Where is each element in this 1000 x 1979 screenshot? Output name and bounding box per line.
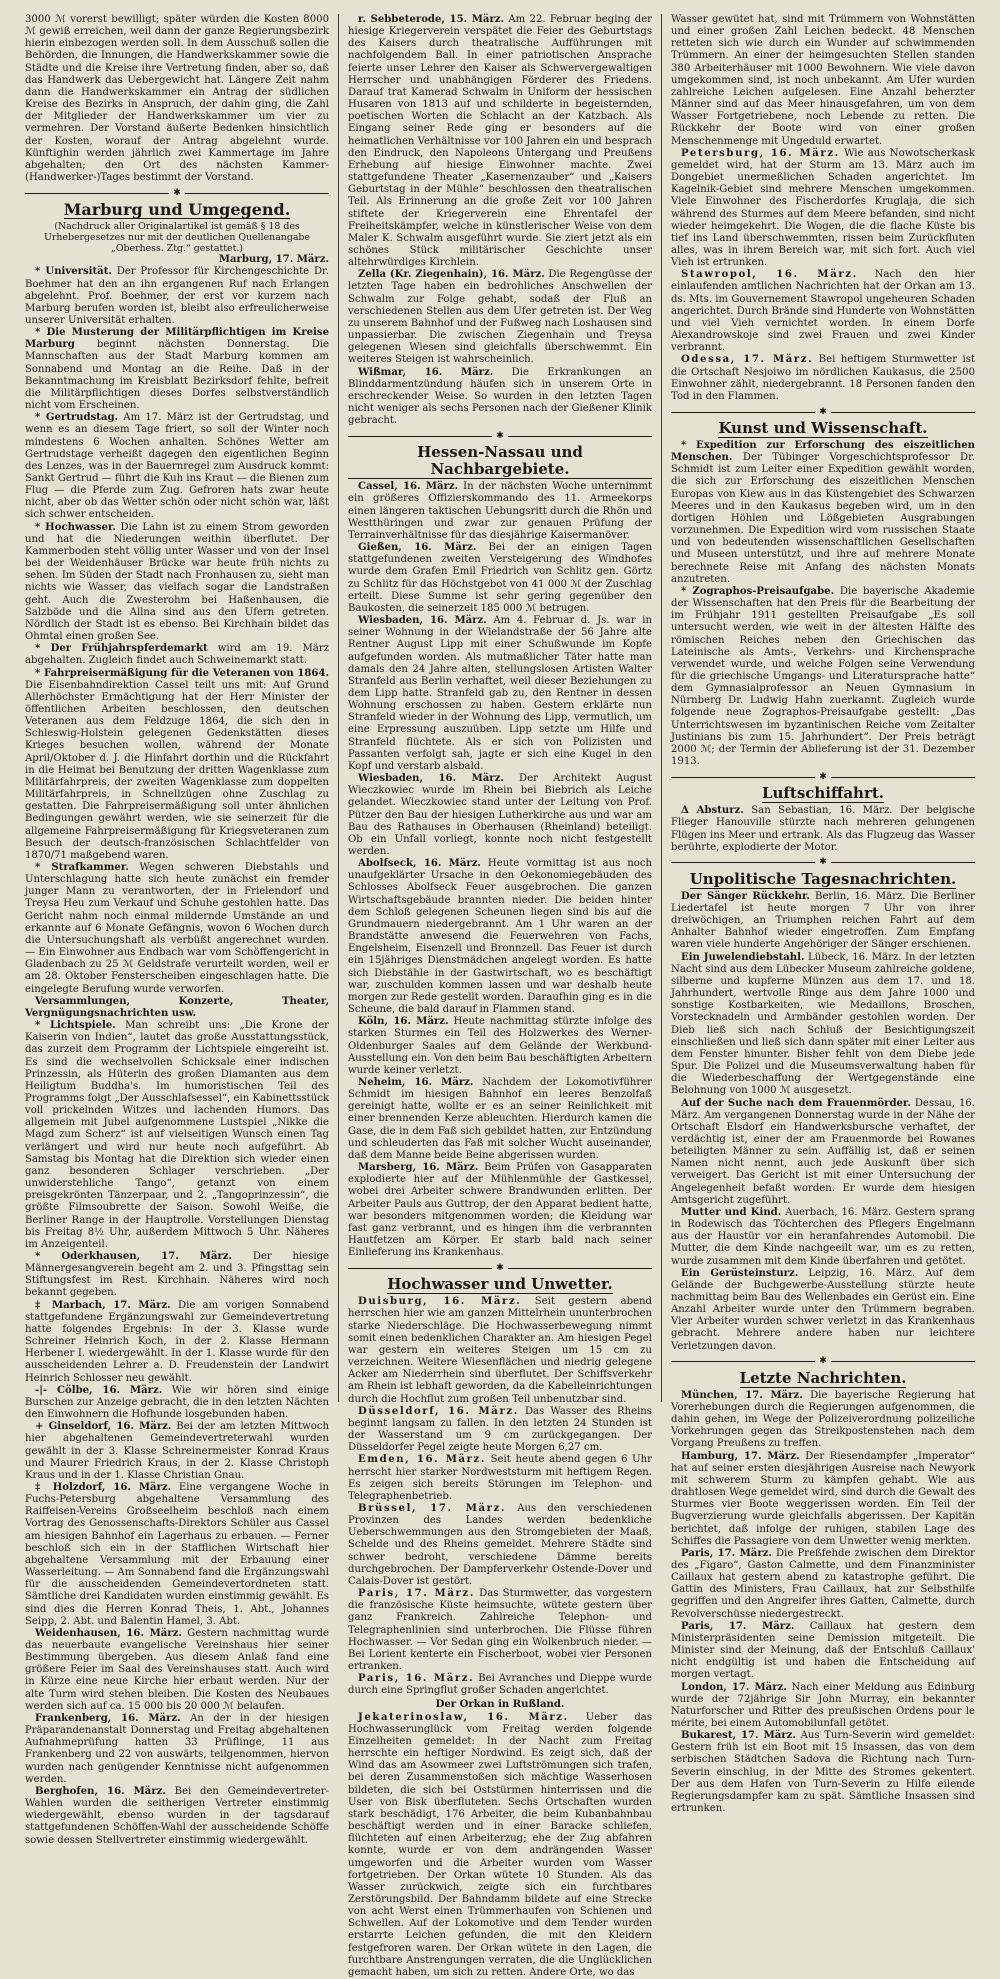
section-heading-letzte: Letzte Nachrichten.	[739, 1368, 907, 1387]
article-text: Man schreibt uns: „Die Krone der Kaiserin von Indien“, lautet das große Ausstattungsstück, das zurzeit dem Programm der Lichtspiele eingereiht ist. Es sind die wechselvollen Schicksale einer indischen Prinzessin, als Hüterin des großen Diamanten aus dem Heiligtum Buddha's. Im humoristischen Teil des Programms folgt „Der Ausschlafsessel“, ein Kabinettsstück voll prickelnden Witzes und lachenden Humors. Das allgemein mit Jubel aufgenommene Lustspiel „Nikke die Magd zum Scherz“ ist auf vielseitigen Wunsch einen Tag verlängert und wird nur heute noch aufgeführt. Ab Samstag bis Montag hat die Direktion sich wieder einen ganz besonderen Schlager verschrieben. „Der unwiderstehliche Tango“, getanzt von einem preisgekrönten Tänzerpaar, und 2. „Tangoprinzessin“, die größte Filmsoubrette der Saison. Sowohl Weiße, die Berliner Range in der Hauptrolle. Vorstellungen Dienstag bis Freitag 8½ Uhr, außerdem Mittwoch 5 Uhr. Näheres im Anzeigenteil.	[25, 1020, 329, 1250]
article-paragraph	[671, 440, 975, 586]
article-lead: Ein Gerüsteinsturz.	[681, 1267, 799, 1279]
article-lead: * Die Musterung der Militärpflichtigen im Kreise Marburg	[25, 327, 329, 351]
article-text: Wie aus Nowotscherkask gemeldet wird, hat der Sturm am 13. März auch im Dongebiet unermeßlichen Schaden angerichtet. Im Kagelnik-Gebiet sind mehrere Menschen umgekommen. Viele Einwohner des Fischerdorfes Kruglaja, die sich während des Sturmes auf dem Meere befanden, sind nicht wieder heimgekehrt. Die Wogen, die die flache Küste bis tief ins Land überschwemmten, rissen beim Zurückfluten alles, was in ihrem Bereich war, mit sich fort. Auch viel Vieh ist ertrunken.	[671, 147, 976, 269]
article-lead: Bukarest, 17. März.	[681, 1730, 796, 1742]
article-text: Am 4. Februar d. Js. war in seiner Wohnung in der Wielandstraße der 56 Jahre alte Rentner August Lipp mit einer Schußwunde im Kopfe aufgefunden worden. Als mutmaßlicher Täter hatte man damals den 24 Jahre alten, stellungslosen Artisten Walter Stranfeld aus Berlin verhaftet, weil dieser Beziehungen zu dem Lipp hatte. Stranfeld gab zu, den Rentner in dessen Wohnung erschossen zu haben. Gestern erklärte nun Stranfeld wieder in der Wohnung des Lipp, vermutlich, um eine Erpressung auszuüben. Lipp setzte um Hilfe und Stranfeld flüchtete. Als er sich von Polizisten und Passanten verfolgt sah, jagte er sich eine Kugel in den Kopf und verstarb alsbald.	[348, 615, 652, 772]
article-text: Die bayerische Regierung hat Vorerhebungen durch die Regierungen aufgenommen, die dahin gehen, im Wege der Polizeiverordnung polizeiliche Vorkehrungen gegen das Streikpostenstehen nach dem Vorgang Preußens zu treffen.	[671, 1389, 975, 1450]
article-paragraph	[348, 1162, 652, 1259]
article-text: Leipzig, 16. März. Auf dem Gelände der Buchgewerbe-Ausstellung stürzte heute nachmittag beim Bau des Wellenbades ein Gerüst ein. Eine Anzahl Arbeiter wurde unter den Trümmern begraben. Vier Arbeiter wurden schwer verletzt in das Krankenhaus gebracht. Mehrere andere haben nur leichtere Verletzungen davon.	[671, 1267, 975, 1352]
col2-flood-article-list	[348, 1296, 652, 1697]
article-paragraph	[25, 996, 329, 1020]
article-paragraph	[25, 643, 329, 667]
article-paragraph	[348, 1016, 652, 1077]
article-text: Bei Avranches und Dieppe wurde durch eine Springflut großer Schaden angerichtet.	[348, 1673, 652, 1697]
article-paragraph	[348, 1406, 652, 1455]
dateline: Marburg, 17. März.	[218, 254, 329, 266]
article-lead: + Ginseldorf, 16. März.	[35, 1421, 172, 1433]
article-paragraph	[25, 522, 329, 644]
col1-article-list	[25, 266, 329, 1846]
article-paragraph	[671, 1390, 975, 1451]
article-text: Das Sturmwetter, das vorgestern die französische Küste heimsuchte, wütete gestern über ganz Frankreich. Zahlreiche Telephon- und Telegraphenlinien sind unterbrochen. Die Flüsse führen Hochwasser. — Vor Sedan ging ein Wolkenbruch nieder. — Bei Lorient kenterte ein Fischerboot, wobei vier Personen ertranken.	[348, 1588, 652, 1672]
article-orkan: Jekaterinoslaw, 16. März. Ueber das Hochwasserunglück vom Freitag werden folgende Einzelheiten gemeldet: In der Nacht zum Freitag herrschte ein heftiger Nordwind. Es zeigt sich, daß der Wind das am Asowmeer zwei Luftströmungen sich trafen, bei deren Zusammenstoßen sich mächtige Wasserhosen bildeten, die sich bei Oststürmen hinterrissen und die User von Bisk überfluteten. Sechs Ortschaften wurden stark beschädigt, 176 Arbeiter, die beim Kubanbahnbau beschäftigt werden und in einer Baracke schliefen, flüchteten auf einen Arbeiterzug; ehe der Zug abfahren konnte, wurde er von dem andrängenden Wasser umgeworfen und die Arbeiter wurden vom Wasser fortgetrieben. Der Orkan wütete 10 Stunden. Als das Wasser zurückwich, zeigte sich ein furchtbares Zerstörungsbild. Der Bahndamm bildete auf eine Strecke von acht Werst einen Trümmerhaufen von Schienen und Schwellen. Auf der Lokomotive und dem Tender wurden erstarrte Leichen gefunden, die mit den Kleidern festgefroren waren. Der Orkan wütete in den Lagen, die furchtbare Anstrengungen verraten, die die Unglücklichen gemacht haben, um sich zu retten. Andere Orte, wo das	[348, 1711, 653, 1978]
article-text: Gestern nachmittag wurde das neuerbaute evangelische Vereinshaus hier seiner Bestimmung übergeben. Aus diesem Anlaß fand eine größere Feier im Saal des Vereinshauses statt. Auch wird in Kürze eine neue Kirche hier erbaut werden. Nur der alte Turm wird stehen bleiben. Die Kosten des Neubaues werden sich auf ca. 15 000 bis 20 000 ℳ belaufen.	[25, 1627, 329, 1712]
article-paragraph	[671, 1098, 975, 1207]
reprint-notice: (Nachdruck aller Originalartikel ist gemäß § 18 des Urhebergesetzes nur mit der deutlichen Quellenangabe „Oberhess. Ztg.“ gestattet.)	[44, 221, 310, 255]
article-paragraph	[25, 1385, 329, 1421]
article-lead: Neheim, 16. März.	[358, 1076, 474, 1088]
article-lead: Zella (Kr. Ziegenhain), 16. März.	[358, 269, 545, 281]
article-paragraph	[671, 586, 975, 768]
article-lead: Paris, 17. März.	[681, 1547, 772, 1559]
article-text: Die Preßfehde zwischen dem Direktor des „Figaro“, Gaston Calmette, und dem Finanzminister Caillaux hat gestern abend zu katastrophe geführt. Die Gattin des Ministers, Frau Caillaux, hat zur Selbsthilfe gegriffen und den Angreifer ihres Gatten, Calmette, durch Revolverschüsse niedergestreckt.	[671, 1547, 975, 1620]
article-lead: Wißmar, 16. März.	[358, 366, 494, 378]
article-lead: Der Sänger Rückkehr.	[681, 890, 810, 902]
article-text: Die bayerische Akademie der Wissenschaften hat den Preis für die Bearbeitung der im Frühjahr 1911 gestellten Preisaufgabe „Es soll untersucht werden, wie weit in der ältesten Hälfte des römischen Reiches neben den Griechischen das Lateinische als Amts-, Verkehrs- und Kirchensprache verwendet wurde, und welche Folgen seine Verwendung für die griechische Umgangs- und Literatursprache hatte“ dem Gymnasialprofessor an Neuen Gymnasium in Nürnberg Dr. Ludwig Hahn zuerkannt. Zugleich wurde folgende neue Zographos-Preisaufgabe gestellt: „Das Unterrichtswesen im byzantinischen Reiche vom Zeitalter Justinians bis zum 15. Jahrhundert“. Der Preis beträgt 2000 ℳ; der Termin der Ablieferung ist der 31. Dezember 1913.	[671, 585, 975, 768]
article-paragraph	[671, 354, 975, 403]
section-heading-unpolitisch: Unpolitische Tagesnachrichten.	[689, 869, 957, 888]
article-lead: * Oderkhausen, 17. März.	[35, 1251, 233, 1262]
article-text: Heute nachmittag stürzte infolge des starken Sturmes ein Teil des Holzwerkes des Werner-Oldenburger Saales auf dem Gelände der Werkbund-Ausstellung ein. Von den beim Bau beschäftigten Arbeitern wurde keiner verletzt.	[348, 1016, 652, 1076]
article-lead: München, 17. März.	[681, 1389, 803, 1401]
article-lead: -|- Cölbe, 16. März.	[35, 1384, 163, 1396]
article-paragraph	[348, 1296, 652, 1405]
article-text: Die Lahn ist zu einem Strom geworden und hat die Niederungen weithin überflutet. Der Kammerboden steht völlig unter Wasser und von der Insel bei der Weidenhäuser Brücke war heute früh nichts zu sehen. Im Süden der Stadt nach Fronhausen zu, sieht man nichts wie Wasser, das vielfach sogar die Landstraßen geht. Auch die Zwesterohm bei Haßenhausen, die Salzböde und die Allna sind aus den Ufern getreten. Nördlich der Stadt ist es ebenso. Bei Kirchhain bildet das Ohmtal einen großen See.	[25, 521, 330, 643]
article-lead: * Universität.	[35, 266, 112, 278]
article-text: wird am 19. März abgehalten. Zugleich findet auch Schweinemarkt statt.	[25, 643, 329, 667]
article-text: Der Architekt August Wieczkowiec wurde im Rhein bei Biebrich als Leiche gelandet. Wieczkowiec stand unter der Leitung von Prof. Pützer den Bau der hiesigen Lutherkirche aus und war am Bau des Rathauses in Oberhausen (Rheinland) beteiligt. Ob ein Unfall vorliegt, konnte noch nicht festgestellt werden.	[348, 773, 652, 857]
article-text: Aus Turn-Severin wird gemeldet: Gestern früh ist ein Boot mit 15 Insassen, das von dem serbischen Städtchen Sadova die Richtung nach Turn-Severin einschlug, in der Mitte des Stromes gekentert. Der aus dem Hafen von Turn-Severin zu Hilfe eilende Regierungsdampfer kam zu spät. Sämtliche Insassen sind ertrunken.	[671, 1730, 975, 1815]
article-text: beginnt nächsten Donnerstag. Die Mannschaften aus der Stadt Marburg kommen am Sonnabend und Montag an die Reihe. Daß in der Bekanntmachung im Kreisblatt Bezirksdorf fehlte, befreit die Militärpflichtigen dieses Dorfes selbstverständlich nicht vom Erscheinen.	[25, 339, 329, 412]
article-text: Heute vormittag ist aus noch unaufgeklärter Ursache in den Oekonomiegebäuden des Schlosses Abolfseck Feuer ausgebrochen. Die ganzen Wirtschaftsgebäude brannten nieder. Die beiden hinter dem Schloß gelegenen Scheunen liegen sind bis auf die Grundmauern niedergebrannt. Am 1 Uhr waren an der Brandstätte anwesend die Feuerwehren von Fachs, Engelsheim, Eisenzell und Bronnzell. Das Feuer ist durch ein 15jähriges Dienstmädchen angelegt worden. Es hatte sich Diebstähle in der Gastwirtschaft, wo es beschäftigt war, zuschulden kommen lassen und war deshalb heute morgen zur Rede gestellt worden. Daraufhin ging es in die Scheune, die bald darauf in Flammen stand.	[348, 858, 652, 1016]
article-lead: Cassel, 16. März.	[358, 481, 459, 493]
article-paragraph	[671, 148, 975, 270]
col3-top-paragraph: Wasser gewütet hat, sind mit Trümmern von Wohnstätten und einer großen Zahl Leichen bedeckt. 48 Menschen retteten sich wie durch ein Wunder auf schwimmenden Trümmern. An einer der heimgesuchten Stellen standen 380 Arbeiterhäuser mit 1000 Bewohnern. Wie viele davon umgekommen sind, ist noch unbekannt. Am Ufer wurden zahlreiche Leichen aufgelesen. Eine Anzahl beherzter Männer sind auf das Meer hinausgefahren, um von dem Wasser Fortgetriebene, noch Lebende zu retten. Die Rückkehr der Boote wird von einer großen Menschenmenge mit Ungeduld erwartet.	[671, 14, 975, 147]
article-paragraph	[25, 1786, 329, 1847]
article-lead: Paris, 17. März.	[358, 1588, 475, 1600]
article-text: Bei den Gemeindevertreter-Wahlen wurden die seitherigen Vertreter einstimmig wiedergewählt, ebenso wurden in der tagsdarauf stattgefundenen Schöffen-Wahl der ausscheidende Schöffe sowie dessen Stellvertreter einstimmig wiedergewählt.	[25, 1785, 330, 1846]
article-text: Am 22. Februar beging der hiesige Kriegerverein verspätet die Feier des Geburtstags des Kaisers durch theatralische Aufführungen mit nachfolgendem Ball. In einer patriotischen Ansprache feierte unser Lehrer den Kaiser als Schwervergewaltigen Herrscher und unabhängigen Förderer des Friedens. Darauf trat Kamerad Schwalm in Uniform der hessischen Husaren von 1813 auf und schilderte in begeisternden, poetischen Worten die Schlacht an der Katzbach. Als Eingang seiner Rede ging er besonders auf die heimatlichen Verhältnisse vor 100 Jahren ein und besprach den Eindruck, den Napoleons Untergang und Preußens Erhebung auf hiesige Einwohner machte. Zwei stattgefundene Theater „Kasernenzauber“ und „Kaisers Geburtstag in der Mühle“ beschlossen den theatralischen Teil. Als Erinnerung an die große Zeit vor 100 Jahren stiftete der Kriegerverein eine Ehrentafel der Freiheitskämpfer, welche in künstlerischer Weise von dem Maler K. Schwalm ausgeführt wurde. Sie ziert jetzt als ein schönes Stück militärischer Geschichte unser altehrwürdiges Kirchlein.	[348, 14, 652, 269]
column-2	[338, 14, 661, 1978]
col2-article-list	[348, 481, 652, 1259]
article-text: Der Riesendampfer „Imperator“ hat auf seiner ersten diesjährigen Ausreise nach Newyork mit schwerem Sturm zu kämpfen gehabt. Wie aus drahtlosen Wege gemeldet wird, sind durch die Gewalt des Sturmes vier Boote weggerissen worden. Ein Teil der Bugverzierung wurde gleichfalls abgerissen. Der Kapitän berichtet, daß infolge der ruhigen, stabilen Lage des Schiffes die Passagiere von dem Unwetter wenig merkten.	[671, 1450, 975, 1547]
star-divider: ✱	[671, 1357, 975, 1367]
article-text: Bei der am letzten Mittwoch hier abgehaltenen Gemeindevertreterwahl wurden gewählt in der 3. Klasse Schreinermeister Konrad Kraus und Maurer Friedrich Kraus, in der 2. Klasse Christoph Kraus und in der 1. Klasse Christian Gnau.	[25, 1421, 330, 1481]
star-divider: ✱	[25, 188, 329, 198]
article-lead: Paris, 16. März.	[358, 1673, 475, 1685]
article-text: Wie wir hören sind einige Burschen zur Anzeige gebracht, die in den letzten Nächten den Einwohnern die Hofhunde losgebunden haben.	[25, 1384, 329, 1421]
article-paragraph	[25, 1628, 329, 1713]
column-1	[16, 14, 338, 1846]
article-text: Caillaux hat gestern dem Ministerpräsidenten seine Demission mitgeteilt. Die Minister sind der Meinung, daß der Entschluß Caillaux' nicht endgültig ist und haben die Entscheidung auf morgen vertagt.	[671, 1620, 975, 1681]
subheading-orkan: Der Orkan in Rußland.	[435, 1699, 565, 1711]
article-paragraph	[348, 14, 652, 269]
article-paragraph	[348, 542, 652, 615]
article-paragraph	[348, 269, 652, 366]
article-paragraph	[348, 1503, 652, 1588]
column-3	[661, 14, 984, 1815]
article-lead: r. Sebbeterode, 15. März.	[358, 14, 505, 25]
article-paragraph	[348, 481, 652, 542]
article-text: Nachdem der Lokomotivführer Schmidt im hiesigen Bahnhof ein leeres Benzolfaß gereinigt hatte, wollte er es an seiner Reinlichkeit mit einer brennenden Kerze ableuchten. Hierdurch kamen die Gase, die in dem Faß sich gebildet hatten, zur Entzündung und schleuderten das Faß mit solcher Wucht auseinander, daß dem Manne beide Beine abgerissen wurden.	[348, 1076, 652, 1161]
article-lead: ‡ Marbach, 17. März.	[35, 1299, 171, 1311]
article-text: Lübeck, 16. März. In der letzten Nacht sind aus dem Lübecker Museum zahlreiche goldene, silberne und kupferne Münzen aus dem 17. und 18. Jahrhundert, wertvolle Ringe aus dem Jahre 1000 und sonstige Kostbarkeiten, wie Medaillons, Broschen, Vorstecknadeln und Armbänder gestohlen worden. Der Dieb ließ sich nach Schluß der Besichtigungszeit einschließen und ließ sich dann später mit einer Leiter aus dem Fenster hinunter. Bisher fehlt von dem Diebe jede Spur. Die Polizei und die Museumsverwaltung haben für die Wiederbeschaffung der Wertgegenstände eine Belohnung von 1000 ℳ ausgesetzt.	[671, 951, 975, 1097]
article-lead: * Expedition zur Erforschung des eiszeitlichen Menschen.	[671, 440, 975, 464]
article-paragraph	[671, 1207, 975, 1268]
article-luftschiffahrt: Δ Absturz. San Sebastian, 16. März. Der belgische Flieger Hanouville stürzte nach mehreren gelungenen Flügen ins Meer und ertrank. Als das Flugzeug das Wasser berührte, explodierte der Motor.	[671, 805, 976, 853]
article-paragraph	[25, 266, 329, 327]
article-lead: Stawropol, 16. März.	[681, 269, 858, 281]
article-text: Bei der an einigen Tagen stattgefundenen zweiten Versteigerung des Windhofes wurde dem Grafen Emil Friedrich von Schlitz gen. Görtz zu Schlitz für das Höchstgebot von 41 000 ℳ der Zuschlag erteilt. Diese Summe ist sehr gering gegenüber den Baukosten, die seinerzeit 185 000 ℳ betrugen.	[348, 542, 652, 614]
article-lead: Frankenberg, 16. März.	[35, 1712, 181, 1724]
article-text: Auerbach, 16. März. Gestern sprang in Rodewisch das Töchterchen des Pflegers Engelmann aus der Haustür vor ein heranfahrendes Automobil. Die Mutter, die dem Kinde nachgeeilt war, um es zu retten, wurde zusammen mit dem Kinde überfahren und getötet.	[671, 1206, 976, 1267]
article-text: Die am vorigen Sonnabend stattgefundene Ergänzungswahl zur Gemeindevertretung hatte folgendes Ergebnis: In der 3. Klasse wurde Schreiner Heinrich Koch, in der 2. Klasse Hermann Herbener I. wiedergewählt. In der 1. Klasse wurde für den ausscheidenden Lehrer a. D. Freudenstein der Landwirt Heinrich Schlosser neu gewählt.	[25, 1299, 329, 1384]
article-paragraph	[25, 1020, 329, 1251]
article-paragraph	[671, 1268, 975, 1353]
article-lead: Wiesbaden, 16. März.	[358, 773, 504, 785]
article-text: Bei heftigem Sturmwetter ist die Ortschaft Nesjoiwo im nördlichen Kaukasus, die 2500 Einwohner zählt, niedergebrannt. 18 Personen fanden den Tod in den Flammen.	[671, 354, 975, 402]
article-lead: London, 17. März.	[681, 1681, 787, 1693]
article-text: Eine vergangene Woche in Fuchs-Petersburg abgehaltene Versammlung des Raiffeisen-Vereins Großseelheim beschloß nach einem Vortrag des Genossenschafts-Direktors Schüler aus Cassel am hiesigen Bahnhof ein Lagerhaus zu erbauen. — Ferner beschloß sich ein in der Stafflichen Wirtschaft hier abgehaltene Versammlung mit der Erbauung einer Wasserleitung. — Am Sonnabend fand die Ergänzungswahl für die ausscheidenden Gemeindevertordneten statt. Sämtliche drei Kandidaten wurden einstimmig gewählt. Es sind dies die Herren Konrad Theis, 1. Abt., Johannes Seipp, 2. Abt. und Balentin Hamel, 3. Abt.	[25, 1481, 329, 1627]
article-lead: Hamburg, 17. März.	[681, 1450, 800, 1462]
article-lead: * Lichtspiele.	[35, 1020, 116, 1032]
article-lead: * Der Frühjahrspferdemarkt	[35, 643, 208, 655]
article-text: Am 17. März ist der Gertrudstag, und wenn es an diesem Tage friert, so soll der Winter noch mindestens 6 Wochen anhalten. Schönes Wetter am Gertrudstage verheißt dagegen den eigentlichen Beginn des Lenzes, was in der Bauernregel zum Ausdruck kommt: Sankt Gertrud — führt die Kuh ins Kraut — die Bienen zum Flug — die Pferde zum Zug. Gefroren hats zwar heute nicht, aber ob das Wetter schön oder nicht schön war, läßt sich schwer entscheiden.	[25, 412, 329, 521]
article-text: Nach einer Meldung aus Edinburg wurde der 72jährige Sir John Murray, ein bekannter Naturforscher und Ritter des preußischen Ordens pour le mérite, bei einem Automobilunfall getötet.	[671, 1681, 975, 1729]
article-text: An der in der hiesigen Präparandenanstalt Donnerstag und Freitag abgehaltenen Aufnahmeprüfung hatten 33 Prüflinge, 11 aus Frankenberg und 22 von auswärts, teilgenommen, hiervon wurden nach genügender Kenntnisse nicht aufgenommen werden.	[25, 1712, 329, 1785]
section-heading-hessen-nassau: Hessen-Nassau und Nachbargebiete.	[348, 444, 652, 479]
article-lead: Berghofen, 16. März.	[35, 1785, 166, 1797]
article-paragraph	[671, 269, 975, 354]
article-lead: Paris, 17. März.	[681, 1620, 795, 1632]
article-paragraph	[671, 1730, 975, 1815]
article-text: Berlin, 16. März. Die Berliner Liedertafel ist heute morgen 7 Uhr von ihrer dreiwöchigen, an Triumphen reichen Fahrt auf dem Anhalter Bahnhof wieder eingetroffen. Zum Empfang waren viele hunderte Angehöriger der Sänger erschienen.	[671, 890, 976, 951]
article-text: Beim Prüfen von Gasapparaten explodierte hier auf der Mühlenmühle der Gastkessel, wobei drei Arbeiter schwere Brandwunden erlitten. Der Arbeiter Pauls aus Guttrop, der den Apparat bedient hatte, war besonders mitgenommen worden; die Kleidung war fast ganz verbrannt, und es hingen ihm die verbrannten Hautfetzen am Körper. Er starb bald nach seiner Einlieferung ins Krankenhaus.	[348, 1162, 653, 1259]
star-divider: ✱	[671, 772, 975, 782]
article-lead: * Hochwasser.	[35, 521, 116, 533]
article-paragraph	[348, 1588, 652, 1673]
article-lead: Odessa, 17. März.	[681, 354, 814, 366]
star-divider: ✱	[671, 407, 975, 417]
article-paragraph	[25, 1713, 329, 1786]
article-paragraph	[25, 668, 329, 863]
col2-top-article-list	[348, 14, 652, 427]
article-text: Der Tübinger Vorgeschichtsprofessor Dr. Schmidt ist zum Leiter einer Expedition gewählt worden, die sich zur Erforschung des eiszeitlichen Menschen Europas von Kiew aus in das Küstengebiet des Schwarzen Meeres und in den Kaukasus begeben wird, um in den dortigen Höhlen und Lößgebieten Ausgrabungen vorzunehmen. Die Expedition wird vom russischen Staate und von bedeutenden wissenschaftlichen Gesellschaften und Museen unterstützt, und ihre auf mehrere Monate berechnete Reise mit Anfang des nächsten Monats anzutreten.	[671, 452, 975, 585]
article-lead: Versammlungen, Konzerte, Theater, Vergnügungsnachrichten usw.	[25, 995, 329, 1019]
article-paragraph	[25, 1421, 329, 1482]
star-divider: ✱	[348, 1263, 652, 1273]
article-paragraph	[25, 862, 329, 996]
article-paragraph	[25, 1300, 329, 1385]
article-text: Die Regengüsse der letzten Tage haben ein bedrohliches Anschwellen der Schwalm zur Folge gehabt, sodaß der Fluß an verschiedenen Stellen aus dem Ufer getreten ist. Der Weg zu unserem Bahnhof und der Fußweg nach Loshausen sind unpassierbar. Die zwischen Ziegenhain und Treysa gelegenen Wiesen sind gleichfalls überschwemmt. Ein weiteres Steigen ist wahrscheinlich.	[348, 269, 652, 366]
article-paragraph	[348, 1077, 652, 1162]
article-text: Aus den verschiedenen Provinzen des Landes werden bedenkliche Ueberschwemmungen aus den Stromgebieten der Maaß, Schelde und des Rheins gemeldet. Mehrere Städte sind schwer bedroht, verschiedene Dämme bereits durchgebrochen. Der Dampferverkehr Ostende-Dover und Calais-Dover ist gestört.	[348, 1502, 652, 1587]
article-paragraph	[348, 773, 652, 858]
article-lead: * Zographos-Preisaufgabe.	[681, 585, 835, 597]
article-lead: Auf der Suche nach dem Frauenmörder.	[681, 1097, 911, 1109]
article-paragraph	[25, 327, 329, 412]
article-paragraph	[25, 1251, 329, 1300]
article-paragraph	[348, 1454, 652, 1503]
article-paragraph	[25, 412, 329, 521]
article-text: Die Erkrankungen an Blinddarmentzündung häufen sich in unserem Orte in erschreckender Weise. So wurden in den letzten Tagen nicht weniger als sechs Personen nach der Gießener Klinik gebracht.	[348, 366, 652, 427]
section-heading-hochwasser: Hochwasser und Unwetter.	[387, 1275, 613, 1294]
article-lead: Wiesbaden, 16. März.	[358, 615, 487, 627]
kunst-article-list	[671, 440, 975, 768]
article-lead: * Strafkammer.	[35, 862, 129, 873]
star-divider: ✱	[348, 431, 652, 441]
article-lead: Mutter und Kind.	[681, 1206, 782, 1218]
article-text: Seit gestern abend herrschen hier wie am ganzen Mittelrhein ununterbrochen starke Niederschläge. Die Hochwasserbewegung nimmt somit einen bedenklichen Charakter an. Am hiesigen Pegel war gestern ein weiteres Steigen um 15 cm zu verzeichnen. Weitere Wiesenflächen und niedrig gelegene Acker am Niederrhein sind überflutet. Der Schiffsverkehr am Rhein ist lebhaft geworden, da die Kabelleinrichtungen durch die Hochflut zum großen Teil unbenutzbar sind.	[348, 1296, 652, 1405]
article-lead: * Fahrpreisermäßigung für die Veteranen von 1864.	[35, 667, 329, 679]
letzte-article-list	[671, 1390, 975, 1815]
article-lead: Ein Juwelendiebstahl.	[681, 951, 805, 963]
star-divider: ✱	[671, 858, 975, 868]
unpolitisch-article-list	[671, 891, 975, 1353]
article-lead: Marsberg, 16. März.	[358, 1162, 479, 1174]
article-text: Die Eisenbahndirektion Cassel teilt uns mit: Auf Grund Allerhöchster Ermächtigung hat der Herr Minister der öffentlichen Arbeiten beschlossen, den deutschen Veteranen aus dem Feldzuge 1864, die sich den in Schleswig-Holstein gelegenen Gedenkstätten dieses Krieges besuchen wollen, während der Monate April/Oktober d. J. die Hinfahrt dorthin und die Rückfahrt in die Heimat bei Benutzung der dritten Wagenklasse zum Militärfahrpreis, der zweiten Wagenklasse zum doppelten Militärfahrpreis, in Schnellzügen ohne Zuschlag zu gestatten. Die Fahrpreisermäßigung soll unter ähnlichen Bedingungen gewährt werden, wie sie seinerzeit für die allgemeine Fahrpreisermäßigung für Kriegsveteranen zum Besuch der deutsch-französischen Schlachtfelder von 1870/71 maßgebend waren.	[25, 679, 329, 861]
article-text: Nach den hier einlaufenden amtlichen Nachrichten hat der Orkan am 13. ds. Mts. im Gouvernement Stawropol ungeheuren Schaden angerichtet. Durch Brände sind Hunderte von Wohnstätten und viel Vieh vernichtet worden. In einem Dorfe Alexandrowskoje sind zwei Frauen und zwei Kinder verbrannt.	[671, 269, 975, 354]
article-lead: Brüssel, 17. März.	[358, 1502, 506, 1514]
article-paragraph	[25, 1482, 329, 1628]
article-paragraph	[348, 858, 652, 1016]
section-heading-kunst: Kunst und Wissenschaft.	[718, 419, 928, 437]
article-text: Der Professor für Kirchengeschichte Dr. Boehmer hat den an ihn ergangenen Ruf nach Erlangen abgelehnt. Prof. Boehmer, der erst vor kurzem nach Marburg berufen worden ist, bleibt also erfreulicherweise unserer Universität erhalten.	[25, 266, 329, 326]
article-lead: Weidenhausen, 16. März.	[35, 1627, 182, 1639]
article-lead: * Gertrudstag.	[35, 412, 119, 424]
article-lead: Duisburg, 16. März.	[358, 1296, 522, 1308]
article-text: Der hiesige Männergesangverein begeht am 2. und 3. Pfingsttag sein Stiftungsfest im Rest. Kirchhain. Näheres wird noch bekannt gegeben.	[25, 1251, 330, 1299]
article-lead: Abolfseck, 16. März.	[358, 858, 481, 870]
article-text: Seit heute abend gegen 6 Uhr herrscht hier starker Nordweststurm mit heftigem Regen. Es zeigen sich bereits Störungen im Telephon- und Telegraphenbetrieb.	[348, 1454, 652, 1502]
article-lead: Petersburg, 16. März.	[681, 147, 840, 159]
article-paragraph	[671, 891, 975, 952]
article-paragraph	[671, 1682, 975, 1731]
article-lead: Emden, 16. März.	[358, 1454, 487, 1466]
article-paragraph	[348, 615, 652, 773]
article-paragraph	[348, 1673, 652, 1697]
article-paragraph	[348, 367, 652, 428]
col3-top-article-list	[671, 148, 975, 403]
article-text: Das Wasser des Rheins beginnt langsam zu fallen. In den letzten 24 Stunden ist der Wasserstand um 9 cm zurückgegangen. Der Düsseldorfer Pegel zeigte heute Morgen 6,27 cm.	[348, 1405, 652, 1454]
article-text: Dessau, 16. März. Am vergangenen Donnerstag wurde in der Nähe der Ortschaft Elsdorf ein Handwerksbursche verhaftet, der verdächtig ist, einer der am Frauenmorde bei Rowanes beteiligten Männer zu sein. Auffällig ist, daß er seinen Namen nicht nennt, auch jede Auskunft über sich verweigert. Das Gericht ist mit einer Untersuchung der Angelegenheit befaßt worden. Er wurde dem hiesigen Amtsgericht zugeführt.	[671, 1097, 976, 1206]
article-paragraph	[671, 1621, 975, 1682]
article-lead: ‡ Holzdorf, 16. März.	[35, 1481, 172, 1493]
article-lead: Gießen, 16. März.	[358, 542, 477, 554]
col1-top-paragraph: 3000 ℳ vorerst bewilligt; später würden die Kosten 8000 ℳ gewiß erreichen, weil dann der ganze Regierungsbezirk hierin einbezogen werden soll. In dem Ausschuß sollen die Behörden, die Innungen, die Handwerkskammer sowie die Städte und die Kreise ihre Vertretung finden, aber so, daß das Handwerk das Uebergewicht hat. Längere Zeit nahm dann die Handwerkskammer ein Antrag der südlichen Kreise des Bezirks in Anspruch, der dahin ging, die Zahl der Mitglieder der Handwerkskammer um vier zu vermehren. Der Vorstand äußerte Bedenken hinsichtlich der Kosten, worauf der Antrag abgelehnt wurde. Künftighin werden jährlich zwei Kammertage im Jahre abgehalten; den Ort des nächsten Kammer-(Handwerker-)Tages bestimmt der Vorstand.	[25, 14, 329, 184]
article-text: In der nächsten Woche unternimmt ein größeres Offizierskommando des 11. Armeekorps einen längeren taktischen Uebungsritt durch die Rhön und Westthüringen und zwar zur genauen Prüfung der Terrainverhältnisse für das diesjährige Kaisermanöver.	[348, 481, 652, 541]
article-text: Wegen schweren Diebstahls und Unterschlagung hatte sich heute zunächst ein fremder junger Mann zu verantworten, der in Frielendorf und Treysa Heu zum Verkauf und Schuhe gestohlen hatte. Das Gericht nahm noch einmal mildernde Umstände an und erkannte auf 6 Monate Gefängnis, wovon 6 Wochen durch die Untersuchungshaft als verbüßt angerechnet wurden. — Ein Einwohner aus Endbach war vom Schöffengericht in Gladenbach zu 25 ℳ Geldstrafe verurteilt worden, weil er am 28. Oktober Fensterscheiben eingeschlagen hatte. Die eingelegte Berufung wurde verworfen.	[25, 862, 329, 995]
article-paragraph	[671, 1548, 975, 1621]
section-heading-luftschiffahrt: Luftschiffahrt.	[761, 784, 884, 803]
section-heading-marburg: Marburg und Umgegend.	[63, 200, 291, 220]
article-lead: Köln, 16. März.	[358, 1016, 449, 1028]
article-lead: Düsseldorf, 16. März.	[358, 1405, 519, 1417]
article-paragraph	[671, 952, 975, 1098]
article-paragraph	[671, 1451, 975, 1548]
